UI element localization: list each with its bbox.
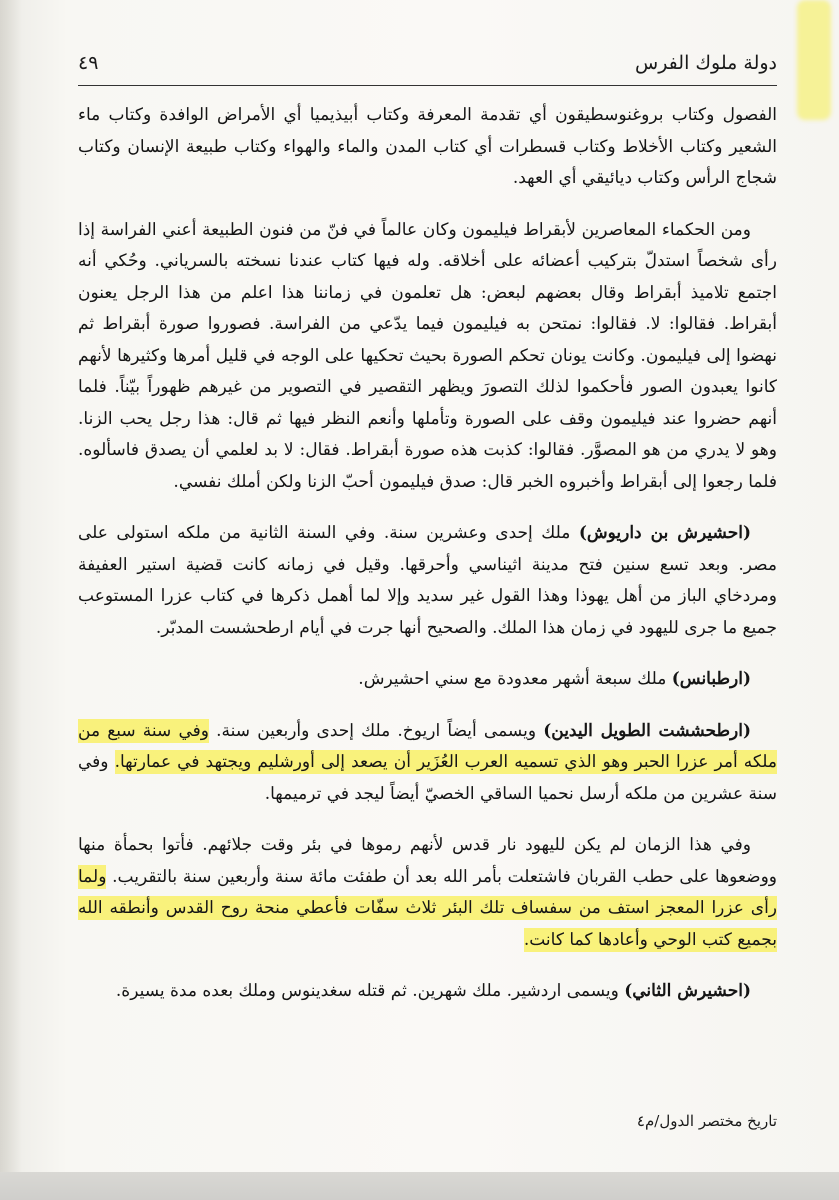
paragraph-text: وفي هذا الزمان لم يكن لليهود نار قدس لأنهم رموها في بئر وقت جلائهم. فأتوا بحمأة منها ووضعوها على حطب القربان فاشتعلت بأمر الله بعد أن طفئت مائة سنة وأربعين سنة بالتقريب. bbox=[78, 835, 777, 887]
running-title: دولة ملوك الفرس bbox=[635, 52, 777, 74]
paragraph-artabanus bbox=[78, 664, 777, 696]
header-rule bbox=[78, 85, 777, 86]
bottom-gray-strip bbox=[0, 1172, 839, 1200]
king-name: (احشيرش الثاني) bbox=[624, 981, 751, 1001]
paragraph-text: ملك إحدى وعشرين سنة. وفي السنة الثانية من ملكه استولى على مصر. وبعد تسع سنين فتح مدينة اثيناسي وأحرقها. وقيل في زمانه كانت قضية استير العفيفة ومردخاي الباز من أهل يهوذا وهذا القول غير سديد وإلا لما أهمل ذكرها في كتاب عزرا المستوعب جميع ما جرى لليهود في زمان هذا الملك. والصحيح أنها جرت في أيام ارطحشست المدبّر. bbox=[78, 523, 777, 638]
margin-highlight-mark bbox=[797, 0, 831, 120]
signature-footer: تاريخ مختصر الدول/م٤ bbox=[636, 1112, 777, 1130]
paragraph-holy-fire bbox=[78, 830, 777, 956]
paragraph-text: ويسمى أيضاً اريوخ. ملك إحدى وأربعين سنة. bbox=[208, 720, 544, 741]
paragraph-text: وفي سنة عشرين من ملكه أرسل نحميا الساقي الخصيّ أيضاً ليجد في ترميمها. bbox=[78, 752, 777, 804]
paragraph-text: ويسمى اردشير. ملك شهرين. ثم قتله سغدينوس وملك بعده مدة يسيرة. bbox=[115, 981, 625, 1001]
highlighted-passage: ولما رأى عزرا المعجز استف من سفساف تلك البئر ثلاث سفّات فأعطي منحة روح القدس وأنطقه الله بجميع كتب الوحي وأعادها كما كانت. bbox=[78, 866, 777, 950]
paragraph-text: الفصول وكتاب بروغنوسطيقون أي تقدمة المعرفة وكتاب أبيذيميا أي الأمراض الوافدة وكتاب ماء الشعير وكتاب الأخلاط وكتاب قسطرات أي كتاب المدن والماء والهواء وكتاب طبيعة الإنسان وكتاب شجاج الرأس وكتاب ديائيقي أي العهد. bbox=[78, 105, 777, 188]
paragraph-artaxerxes bbox=[78, 716, 777, 811]
paragraph-xerxes bbox=[78, 518, 777, 644]
highlighted-passage: وفي سنة سبع من ملكه أمر عزرا الحبر وهو الذي تسميه العرب العُزَير أن يصعد إلى أورشليم ويجتهد في عمارتها. bbox=[78, 720, 777, 772]
body-text bbox=[78, 100, 777, 1028]
paragraph-philemon bbox=[78, 215, 777, 499]
paragraph-hippocrates-books bbox=[78, 100, 777, 195]
king-name: (ارطحششت الطويل اليدين) bbox=[543, 720, 751, 741]
page-edge-shadow bbox=[0, 0, 22, 1200]
king-name: (احشيرش بن داريوش) bbox=[578, 523, 752, 543]
paragraph-text: ملك سبعة أشهر معدودة مع سني احشيرش. bbox=[358, 669, 672, 689]
page-number: ٤٩ bbox=[78, 52, 99, 74]
paragraph-text: ومن الحكماء المعاصرين لأبقراط فيليمون وكان عالماً في فنّ من فنون الطبيعة أعني الفراسة إذا رأى شخصاً استدلّ بتركيب أعضائه على أخلاقه. وله فيها كتاب عندنا نسخته بالسرياني. وحُكي أنه اجتمع تلاميذ أبقراط وقال بعضهم لبعض: هل تعلمون في زماننا هذا اعلم من هذا الرجل يعنون أبقراط. فقالوا: لا. فقالوا: نمتحن به فيليمون فيما يدّعي من الفراسة. فصوروا صورة أبقراط ثم نهضوا إلى فيليمون. وكانت يونان تحكم الصورة بحيث تحكيها على الوجه في قليل أمرها وكثيرها لأنهم كانوا يعبدون الصور فأحكموا لذلك التصورَ ويظهر التقصير في التصوير من غيرهم ظهوراً بيّناً. فلما أنهم حضروا عند فيليمون وقف على الصورة وتأملها وأنعم النظر فيها ثم قال: هذا رجل يحب الزنا. وهو لا يدري من هو المصوَّر. فقالوا: كذبت هذه صورة أبقراط. فقال: لا بد لعلمي أن يصدق فاسألوه. فلما رجعوا إلى أبقراط وأخبروه الخبر قال: صدق فيليمون أحبّ الزنا ولكن أملك نفسي. bbox=[78, 219, 777, 492]
king-name: (ارطبانس) bbox=[671, 669, 751, 689]
page-header bbox=[78, 52, 777, 86]
paragraph-xerxes-ii bbox=[78, 976, 777, 1008]
